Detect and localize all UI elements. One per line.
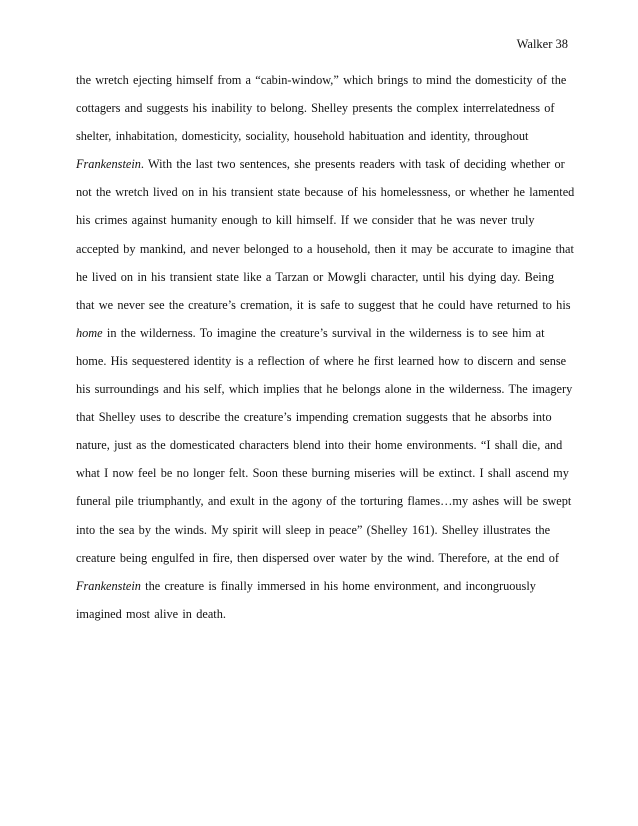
italic-title: Frankenstein — [76, 578, 141, 593]
text-run: his crimes against humanity enough to kill himself. If we consider that he was never truly — [76, 213, 535, 228]
text-run: he lived on in his transient state like a Tarzan or Mowgli character, until his dying day. Being — [76, 269, 555, 284]
body-paragraph — [76, 66, 576, 628]
text-line — [76, 431, 576, 459]
text-line — [76, 178, 576, 206]
text-run: accepted by mankind, and never belonged to a household, then it may be accurate to imagine that — [76, 241, 574, 256]
text-line — [76, 403, 576, 431]
text-run: nature, just as the domesticated characters blend into their home environments. “I shall die, and — [76, 438, 563, 453]
text-run: the wretch ejecting himself from a “cabin-window,” which brings to mind the domesticity of the — [76, 73, 567, 87]
text-line — [76, 291, 576, 319]
text-run: shelter, inhabitation, domesticity, sociality, household habituation and identity, throughout — [76, 129, 529, 144]
text-line — [76, 94, 576, 122]
text-line — [76, 572, 576, 600]
text-line — [76, 600, 576, 628]
italic-title: Frankenstein — [76, 157, 141, 172]
text-line — [76, 516, 576, 544]
text-run: imagined most alive in death. — [76, 606, 226, 621]
text-run: not the wretch lived on in his transient state because of his homelessness, or whether he lamented — [76, 185, 575, 200]
text-line — [76, 235, 576, 263]
text-line — [76, 544, 576, 572]
text-line — [76, 347, 576, 375]
text-run: funeral pile triumphantly, and exult in the agony of the torturing flames…my ashes will be swept — [76, 494, 572, 509]
text-run: what I now feel be no longer felt. Soon these burning miseries will be extinct. I shall ascend my — [76, 466, 569, 481]
text-line — [76, 263, 576, 291]
text-run: cottagers and suggests his inability to belong. Shelley presents the complex interrelatedness of — [76, 101, 555, 116]
italic-title: home — [76, 325, 103, 340]
text-line — [76, 206, 576, 234]
text-run: home. His sequestered identity is a reflection of where he first learned how to discern and sense — [76, 353, 567, 368]
text-line — [76, 66, 576, 94]
text-line — [76, 122, 576, 150]
text-line — [76, 319, 576, 347]
text-line — [76, 150, 576, 178]
text-run: . With the last two sentences, she presents readers with task of deciding whether or — [140, 157, 565, 172]
text-line — [76, 487, 576, 515]
text-run: creature being engulfed in fire, then dispersed over water by the wind. Therefore, at the end of — [76, 550, 559, 565]
text-line — [76, 375, 576, 403]
text-run: that we never see the creature’s cremation, it is safe to suggest that he could have returned to his — [76, 297, 571, 312]
text-run: that Shelley uses to describe the creature’s impending cremation suggests that he absorbs into — [76, 410, 552, 425]
text-run: the creature is finally immersed in his home environment, and incongruously — [140, 578, 536, 593]
text-line — [76, 459, 576, 487]
running-header: Walker 38 — [516, 37, 568, 51]
text-run: his surroundings and his self, which implies that he belongs alone in the wilderness. The imagery — [76, 382, 573, 397]
text-run: into the sea by the winds. My spirit will sleep in peace” (Shelley 161). Shelley illustrates the — [76, 522, 551, 537]
text-run: in the wilderness. To imagine the creature’s survival in the wilderness is to see him at — [102, 325, 545, 340]
